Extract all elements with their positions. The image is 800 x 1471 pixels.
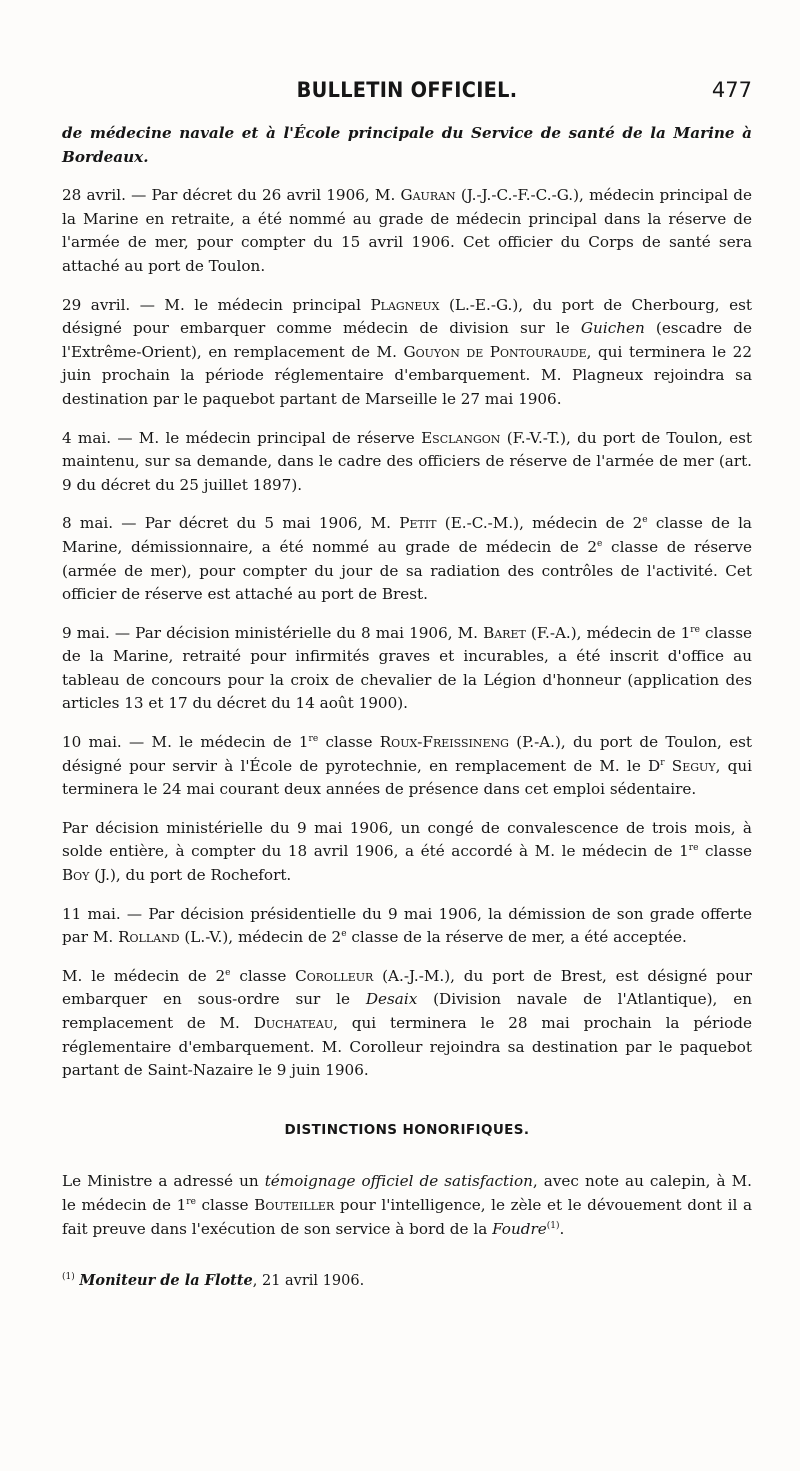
ship-name: Foudre	[492, 1219, 547, 1238]
person-name: Boy	[62, 866, 90, 885]
person-name: Gauran	[400, 186, 456, 205]
person-name: Bouteiller	[254, 1195, 335, 1214]
entry-date: 9 mai.	[62, 623, 110, 642]
entry-text: — M. le médecin principal de réserve	[111, 428, 422, 447]
person-name: Rolland	[118, 928, 180, 947]
entry-text: , qui terminera le 22 juin prochain la période réglementaire d'embarquement. M. Plagneux rejoindra sa destination par le paquebot partant de Marseille le 27 mai 1906.	[62, 342, 752, 408]
entry-text: — Par décret du 5 mai 1906, M.	[113, 514, 400, 533]
entry-date: 4 mai.	[62, 428, 112, 447]
entry-text: classe	[195, 1195, 255, 1214]
person-name: Petit	[399, 514, 437, 533]
entry-text: — Par décision présidentielle du 9 mai 1906, la démission de son grade offerte par M.	[62, 904, 752, 947]
entry-9-mai	[62, 622, 752, 716]
entry-text: M. le médecin de 2	[62, 966, 226, 985]
entry-date: 29 avril.	[62, 295, 131, 314]
running-head	[62, 78, 752, 108]
ship-name: Guichen	[580, 319, 645, 338]
entry-text: classe de réserve (armée de mer), pour compter du jour de sa radiation des contrôles de l'activité. Cet officier de réserve est attaché au port de Brest.	[62, 537, 752, 604]
entry-11-mai	[62, 903, 752, 950]
ordinal-sup: re	[308, 734, 319, 744]
title-sup: r	[660, 757, 665, 768]
entry-text	[665, 757, 672, 775]
entry-text: — Par décision ministérielle du 8 mai 1906, M.	[109, 623, 484, 642]
entry-text: (P.-A.), du port de Toulon, est désigné pour servir à l'École de pyrotechnie, en remplacement de M. le D	[62, 733, 753, 775]
entry-text: classe de la réserve de mer, a été acceptée.	[346, 928, 687, 947]
entry-text: — M. le médecin de 1	[121, 733, 309, 752]
footnote-marker: (1)	[62, 1272, 75, 1283]
emphasis-text: témoignage officiel de satisfaction	[264, 1172, 533, 1191]
entry-text: (J.), du port de Rochefort.	[89, 866, 292, 885]
entry-corolleur	[62, 965, 752, 1083]
intro-paragraph	[62, 122, 752, 169]
entry-text: (J.-J.-C.-F.-C.-G.), médecin principal de la Marine en retraite, a été nommé au grade de médecin principal dans la réserve de l'armée de mer, pour compter du 15 avril 1906. Cet officier du Corps de santé sera attaché au port de Toulon.	[62, 186, 752, 275]
entry-10-mai	[62, 731, 752, 802]
entry-28-avril	[62, 184, 752, 278]
entry-text: — M. le médecin principal	[130, 295, 371, 314]
page-number: 477	[711, 78, 752, 102]
person-name: Plagneux	[370, 295, 440, 314]
entry-text: Le Ministre a adressé un	[62, 1172, 265, 1191]
entry-text: classe	[698, 842, 752, 861]
person-name: Baret	[483, 623, 526, 642]
person-name: Roux-Freissineng	[379, 733, 509, 752]
person-name: Seguy	[671, 756, 716, 775]
entry-4-mai	[62, 427, 752, 498]
ordinal-sup: re	[688, 843, 699, 854]
footnote-ref[interactable]: (1)	[546, 1220, 560, 1231]
entry-text: (L.-V.), médecin de 2	[179, 928, 342, 947]
entry-date: 11 mai.	[62, 904, 121, 923]
entry-8-mai	[62, 512, 752, 606]
distinction-paragraph	[62, 1170, 752, 1241]
person-name: Esclangon	[421, 428, 501, 447]
person-name: Corolleur	[295, 966, 374, 985]
entry-text: (F.-V.-T.), du port de Toulon, est maintenu, sur sa demande, dans le cadre des officiers de réserve de l'armée de mer (art. 9 du décret du 25 juillet 1897).	[62, 428, 752, 494]
entry-date: 28 avril.	[62, 186, 126, 205]
footnote-rest: , 21 avril 1906.	[252, 1273, 365, 1290]
entry-text: (escadre de l'Extrême-Orient), en remplacement de M.	[62, 319, 752, 361]
entry-text: (A.-J.-M.), du port de Brest, est désigné pour embarquer en sous-ordre sur le	[62, 966, 752, 1009]
entry-text: pour l'intelligence, le zèle et le dévouement dont il a fait preuve dans l'exécution de son service à bord de la	[62, 1195, 752, 1238]
ordinal-sup: e	[225, 967, 231, 978]
entry-text: , qui terminera le 24 mai courant deux années de présence dans cet emploi sédentaire.	[62, 756, 752, 799]
entry-text: — Par décret du 26 avril 1906, M.	[125, 186, 401, 205]
ship-name: Desaix	[365, 990, 418, 1009]
entry-text: classe	[230, 966, 296, 985]
ordinal-sup: re	[186, 1196, 196, 1207]
intro-text: de médecine navale et à l'École principale du Service de santé de la Marine à Bordeaux.	[62, 124, 752, 166]
entry-text: (L.-E.-G.), du port de Cherbourg, est désigné pour embarquer comme médecin de division sur le	[62, 295, 752, 338]
entry-text: (F.-A.), médecin de 1	[525, 623, 691, 642]
ordinal-sup: e	[642, 515, 648, 526]
entry-date: 10 mai.	[62, 733, 122, 752]
entry-text: , avec note au calepin, à M. le médecin de 1	[62, 1172, 752, 1214]
person-name: Duchateau	[253, 1014, 334, 1032]
entry-text: (Division navale de l'Atlantique), en remplacement de M.	[62, 990, 752, 1032]
ordinal-sup: e	[597, 538, 603, 549]
entry-date: 8 mai.	[62, 514, 114, 533]
ordinal-sup: re	[690, 624, 700, 635]
entry-text: , qui terminera le 28 mai prochain la période réglementaire d'embarquement. M. Corolleur rejoindra sa destination par le paquebot partant de Saint-Nazaire le 9 juin 1906.	[62, 1014, 753, 1080]
footnote	[62, 1269, 752, 1294]
entry-text: (E.-C.-M.), médecin de 2	[436, 514, 643, 533]
body-text	[62, 122, 752, 1309]
entry-text: Par décision ministérielle du 9 mai 1906, un congé de convalescence de trois mois, à solde entière, à compter du 18 avril 1906, a été accordé à M. le médecin de 1	[62, 818, 752, 861]
period: .	[559, 1219, 565, 1238]
entry-text: classe	[318, 733, 380, 752]
ordinal-sup: e	[341, 929, 347, 940]
entry-text: classe de la Marine, retraité pour infirmités graves et incurables, a été inscrit d'office au tableau de concours pour la croix de chevalier de la Légion d'honneur (application des articles 13 et 17 du décret du 14 août 1900).	[62, 623, 752, 713]
footnote-source: Moniteur de la Flotte	[79, 1272, 253, 1290]
entry-text: classe de la Marine, démissionnaire, a été nommé au grade de médecin de 2	[62, 514, 752, 556]
person-name: Gouyon de Pontouraude	[403, 342, 587, 361]
entry-29-avril	[62, 294, 752, 412]
running-title: BULLETIN OFFICIEL.	[296, 78, 518, 102]
entry-conge-boy	[62, 817, 752, 888]
section-heading: DISTINCTIONS HONORIFIQUES.	[284, 1121, 530, 1138]
